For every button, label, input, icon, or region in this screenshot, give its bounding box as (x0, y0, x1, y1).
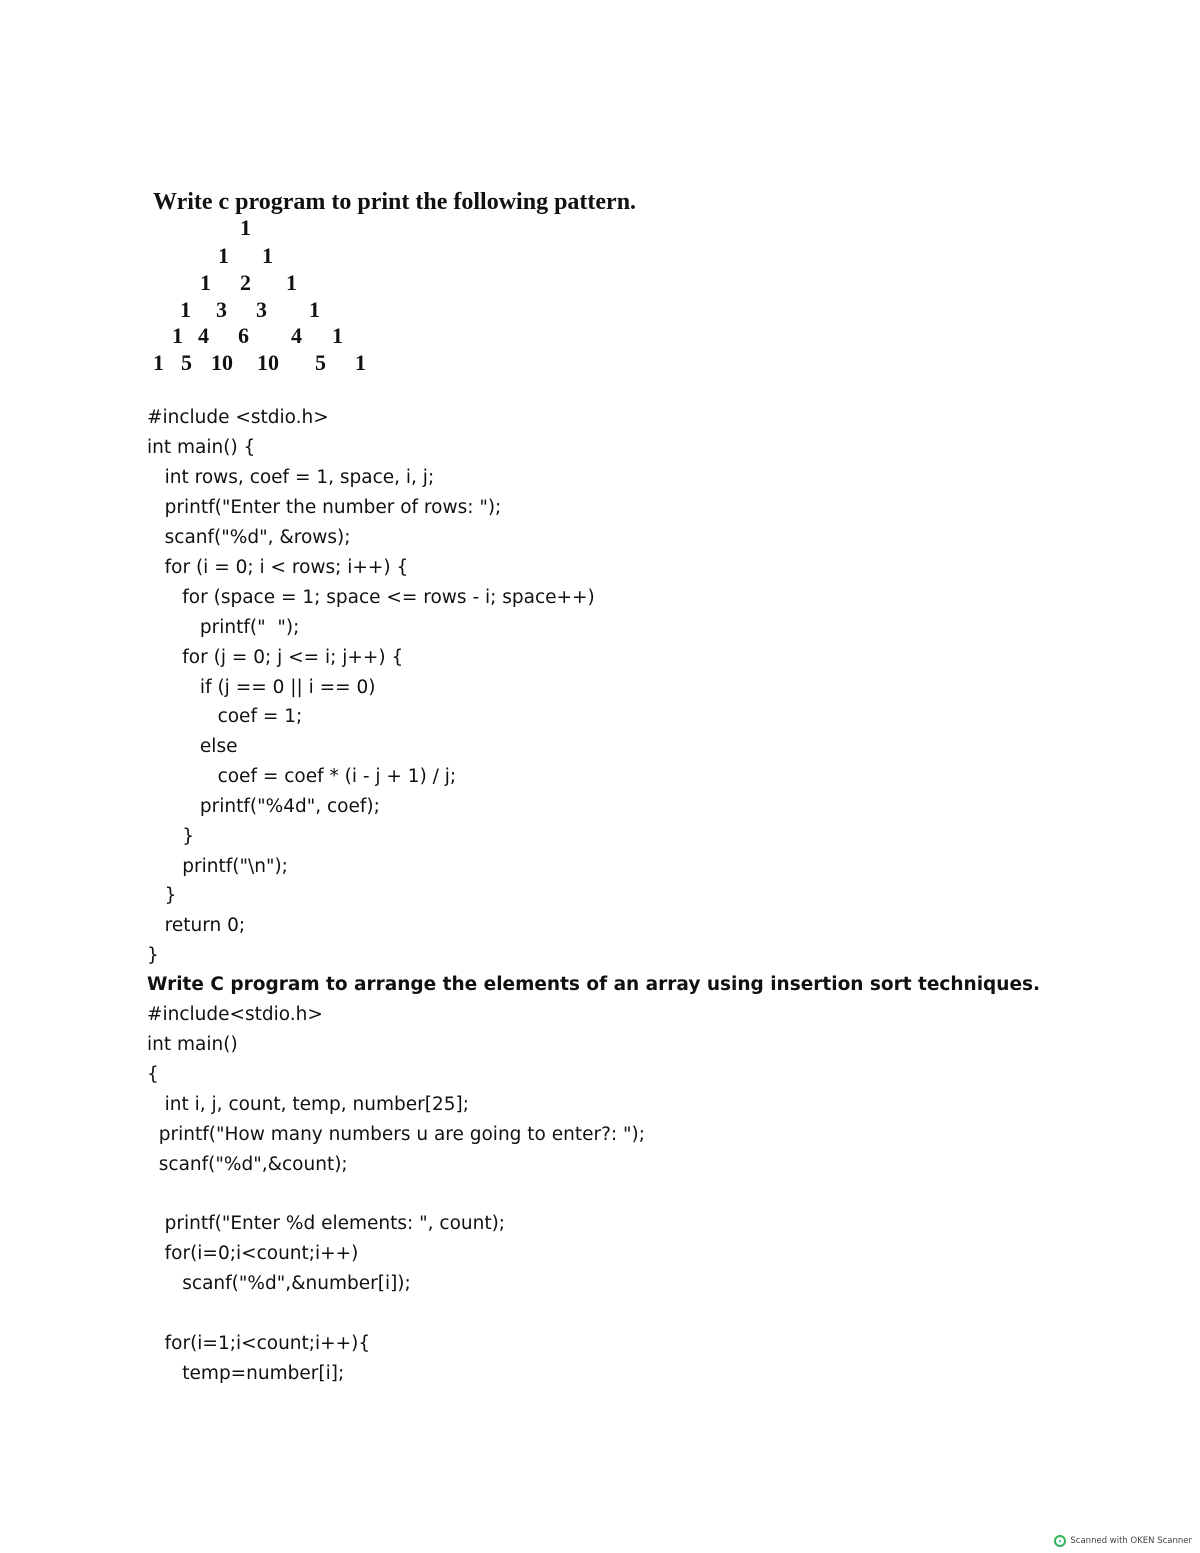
code-line: } (147, 885, 177, 906)
question-1-title: Write c program to print the following pattern. (153, 189, 637, 215)
pattern-number: 2 (240, 270, 251, 295)
code-line: coef = coef * (i - j + 1) / j; (147, 766, 457, 787)
pattern-number: 10 (211, 350, 233, 375)
code-line: int main() { (147, 437, 256, 458)
code-line: for(i=1;i<count;i++){ (147, 1333, 371, 1354)
pattern-number: 1 (218, 243, 229, 268)
code-line: int main() (147, 1034, 238, 1055)
oken-logo-icon (1054, 1535, 1066, 1547)
code-line: int rows, coef = 1, space, i, j; (147, 467, 435, 488)
code-line: printf("Enter the number of rows: "); (147, 497, 502, 518)
pascal-triangle-pattern (0, 0, 1200, 400)
code-line: temp=number[i]; (147, 1363, 345, 1384)
watermark-text: Scanned with OKEN Scanner (1070, 1536, 1192, 1546)
code-line: } (147, 826, 195, 847)
pattern-number: 4 (198, 323, 209, 348)
code-line: #include<stdio.h> (147, 1004, 323, 1025)
code-line: scanf("%d", &rows); (147, 527, 351, 548)
pattern-number: 5 (315, 350, 326, 375)
code-line: coef = 1; (147, 706, 303, 727)
code-line: printf("%4d", coef); (147, 796, 380, 817)
code-line: scanf("%d",&number[i]); (147, 1273, 411, 1294)
code-line: for (i = 0; i < rows; i++) { (147, 557, 409, 578)
pattern-number: 1 (240, 215, 251, 240)
pattern-number: 1 (262, 243, 273, 268)
code-line: printf("Enter %d elements: ", count); (147, 1213, 506, 1234)
code-line: { (147, 1064, 159, 1085)
code-line: #include <stdio.h> (147, 407, 329, 428)
code-line: if (j == 0 || i == 0) (147, 677, 376, 698)
code-line: int i, j, count, temp, number[25]; (147, 1094, 469, 1115)
scanner-watermark (1054, 1535, 1192, 1547)
pattern-number: 1 (153, 350, 164, 375)
code-line: scanf("%d",&count); (147, 1154, 348, 1175)
code-line: printf("How many numbers u are going to enter?: "); (147, 1124, 645, 1145)
code-line: } (147, 945, 159, 966)
code-line: printf("\n"); (147, 856, 288, 877)
pattern-number: 6 (238, 323, 249, 348)
pattern-number: 4 (291, 323, 302, 348)
code-line: for (space = 1; space <= rows - i; space++) (147, 587, 595, 608)
pattern-number: 5 (181, 350, 192, 375)
pattern-number: 1 (180, 297, 191, 322)
question-2-title: Write C program to arrange the elements of an array using insertion sort techniques. (147, 974, 1041, 995)
code-line: for (j = 0; j <= i; j++) { (147, 647, 404, 668)
pattern-number: 3 (216, 297, 227, 322)
pattern-number: 3 (256, 297, 267, 322)
pattern-number: 1 (172, 323, 183, 348)
code-line: for(i=0;i<count;i++) (147, 1243, 359, 1264)
code-line: return 0; (147, 915, 246, 936)
pattern-number: 1 (309, 297, 320, 322)
pattern-number: 1 (355, 350, 366, 375)
code-line: printf(" "); (147, 617, 300, 638)
pattern-number: 1 (332, 323, 343, 348)
pattern-number: 1 (200, 270, 211, 295)
pattern-number: 1 (286, 270, 297, 295)
pattern-number: 10 (257, 350, 279, 375)
code-line: else (147, 736, 238, 757)
